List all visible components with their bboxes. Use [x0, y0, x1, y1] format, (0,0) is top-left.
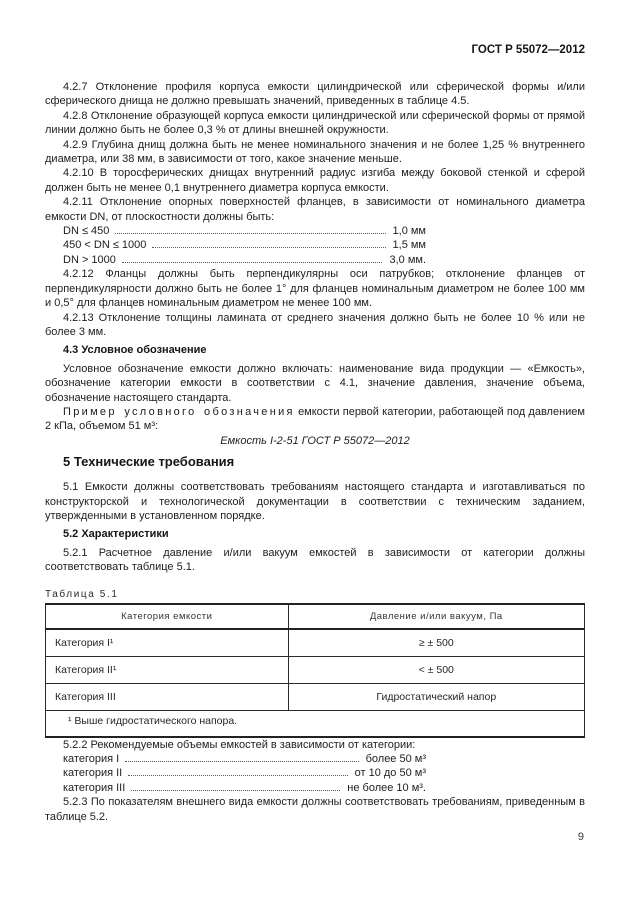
dn-tolerance-row [63, 224, 426, 238]
table-5-1-caption: Таблица 5.1 [45, 588, 119, 600]
clause-5-1: 5.1 Емкости должны соответствовать требованиям настоящего стандарта и изготавливаться по конструкторской и технологической документации в соответствии с техническим заданием, утвержденными в установленном порядке. [45, 481, 585, 522]
volume-row [63, 781, 426, 795]
dotted-leader [128, 775, 347, 776]
dn-tolerance-label: DN ≤ 450 [63, 225, 110, 238]
table-row [46, 683, 585, 710]
example-designation: Емкость I-2-51 ГОСТ Р 55072—2012 [220, 434, 410, 447]
volume-value: не более 10 м³. [347, 781, 426, 794]
clause-4-2-11: 4.2.11 Отклонение опорных поверхностей фланцев, в зависимости от номинального диаметра емкости DN, от плоскостности должны быть: [45, 196, 585, 223]
clause-5-2-1: 5.2.1 Расчетное давление и/или вакуум емкостей в зависимости от категории должны соответствовать таблице 5.1. [45, 546, 585, 574]
volume-label: категория I [63, 753, 120, 765]
cell-pressure: ≥ ± 500 [288, 629, 584, 657]
clause-4-2-8: 4.2.8 Отклонение образующей корпуса емкости цилиндрической или сферической формы от прямой линии должно быть не более 0,3 % от длины внешней окружности. [45, 109, 585, 137]
volume-label: категория II [63, 767, 123, 780]
table-5-1 [45, 603, 585, 738]
page-number: 9 [577, 831, 584, 843]
volume-value: более 50 м³ [365, 753, 426, 765]
clause-4-2-13: 4.2.13 Отклонение толщины ламината от среднего значения должно быть не более 10 % или не более 3 мм. [45, 311, 585, 338]
volume-label: категория III [63, 781, 126, 794]
cell-category: Категория I¹ [46, 629, 289, 657]
dn-tolerance-row [63, 238, 426, 252]
cell-pressure: < ± 500 [288, 656, 584, 683]
clause-4-2-12: 4.2.12 Фланцы должны быть перпендикулярны оси патрубков; отклонение фланцев от перпендикулярности должно быть не более 1° для фланцев номинальным диаметром не более 100 мм и 0,5° для фланцев номинальным диаметром не менее 100 мм. [45, 268, 585, 310]
table-col-pressure: Давление и/или вакуум, Па [288, 604, 584, 629]
volume-row [63, 766, 426, 780]
heading-5-2: 5.2 Характеристики [63, 528, 169, 541]
volume-value: от 10 до 50 м³ [354, 767, 426, 780]
clause-4-2-10: 4.2.10 В торосферических днищах внутренний радиус изгиба между боковой стенкой и сферой должен быть не менее 0,1 внутреннего диаметра корпуса емкости. [45, 167, 585, 194]
dn-tolerance-row [63, 253, 426, 267]
table-footnote: ¹ Выше гидростатического напора. [46, 710, 585, 737]
running-header [45, 44, 585, 57]
dn-tolerance-label: 450 < DN ≤ 1000 [63, 239, 147, 252]
table-footnote-row [46, 710, 585, 737]
clause-5-2-3: 5.2.3 По показателям внешнего вида емкости должны соответствовать требованиям, приведенным в таблице 5.2. [45, 796, 585, 823]
cell-pressure: Гидростатический напор [288, 683, 584, 710]
clause-5-2-2: 5.2.2 Рекомендуемые объемы емкостей в зависимости от категории: [63, 738, 416, 751]
clause-4-2-7: 4.2.7 Отклонение профиля корпуса емкости цилиндрической или сферической формы и/или сферического днища не должно превышать значений, приведенных в таблице 4.5. [45, 81, 585, 108]
example-label: Пример условного обозначения [63, 405, 295, 418]
cell-category: Категория II¹ [46, 656, 289, 683]
table-header-row [46, 604, 585, 629]
doc-code: ГОСТ Р 55072—2012 [471, 44, 585, 56]
dotted-leader [125, 761, 358, 762]
example-text: емкости первой категории, работающей под давлением 2 кПа, объемом 51 м³: [45, 405, 585, 433]
dn-tolerance-label: DN > 1000 [63, 253, 116, 266]
example-paragraph [45, 405, 585, 434]
table-col-category: Категория емкости [46, 604, 289, 629]
dn-tolerance-value: 3,0 мм. [389, 253, 426, 266]
table-row [46, 629, 585, 657]
dotted-leader [115, 233, 385, 234]
table-row [46, 656, 585, 683]
volume-row [63, 752, 426, 766]
dotted-leader [122, 262, 383, 263]
heading-4-3: 4.3 Условное обозначение [63, 344, 207, 357]
clause-4-3-text: Условное обозначение емкости должно включать: наименование вида продукции — «Емкость», обозначение категории емкости в соответствии с 4.1, значение давления, значение объема, обозначение настоящего стандарта. [45, 362, 585, 404]
cell-category: Категория III [46, 683, 289, 710]
heading-5: 5 Технические требования [63, 454, 235, 470]
dotted-leader [152, 247, 385, 248]
dotted-leader [131, 790, 340, 791]
dn-tolerance-value: 1,5 мм [392, 239, 426, 252]
dn-tolerance-value: 1,0 мм [392, 225, 426, 238]
clause-4-2-9: 4.2.9 Глубина днищ должна быть не менее номинального значения и не более 1,25 % внутреннего диаметра, или 38 мм, в зависимости от того, какое значение меньше. [45, 138, 585, 166]
